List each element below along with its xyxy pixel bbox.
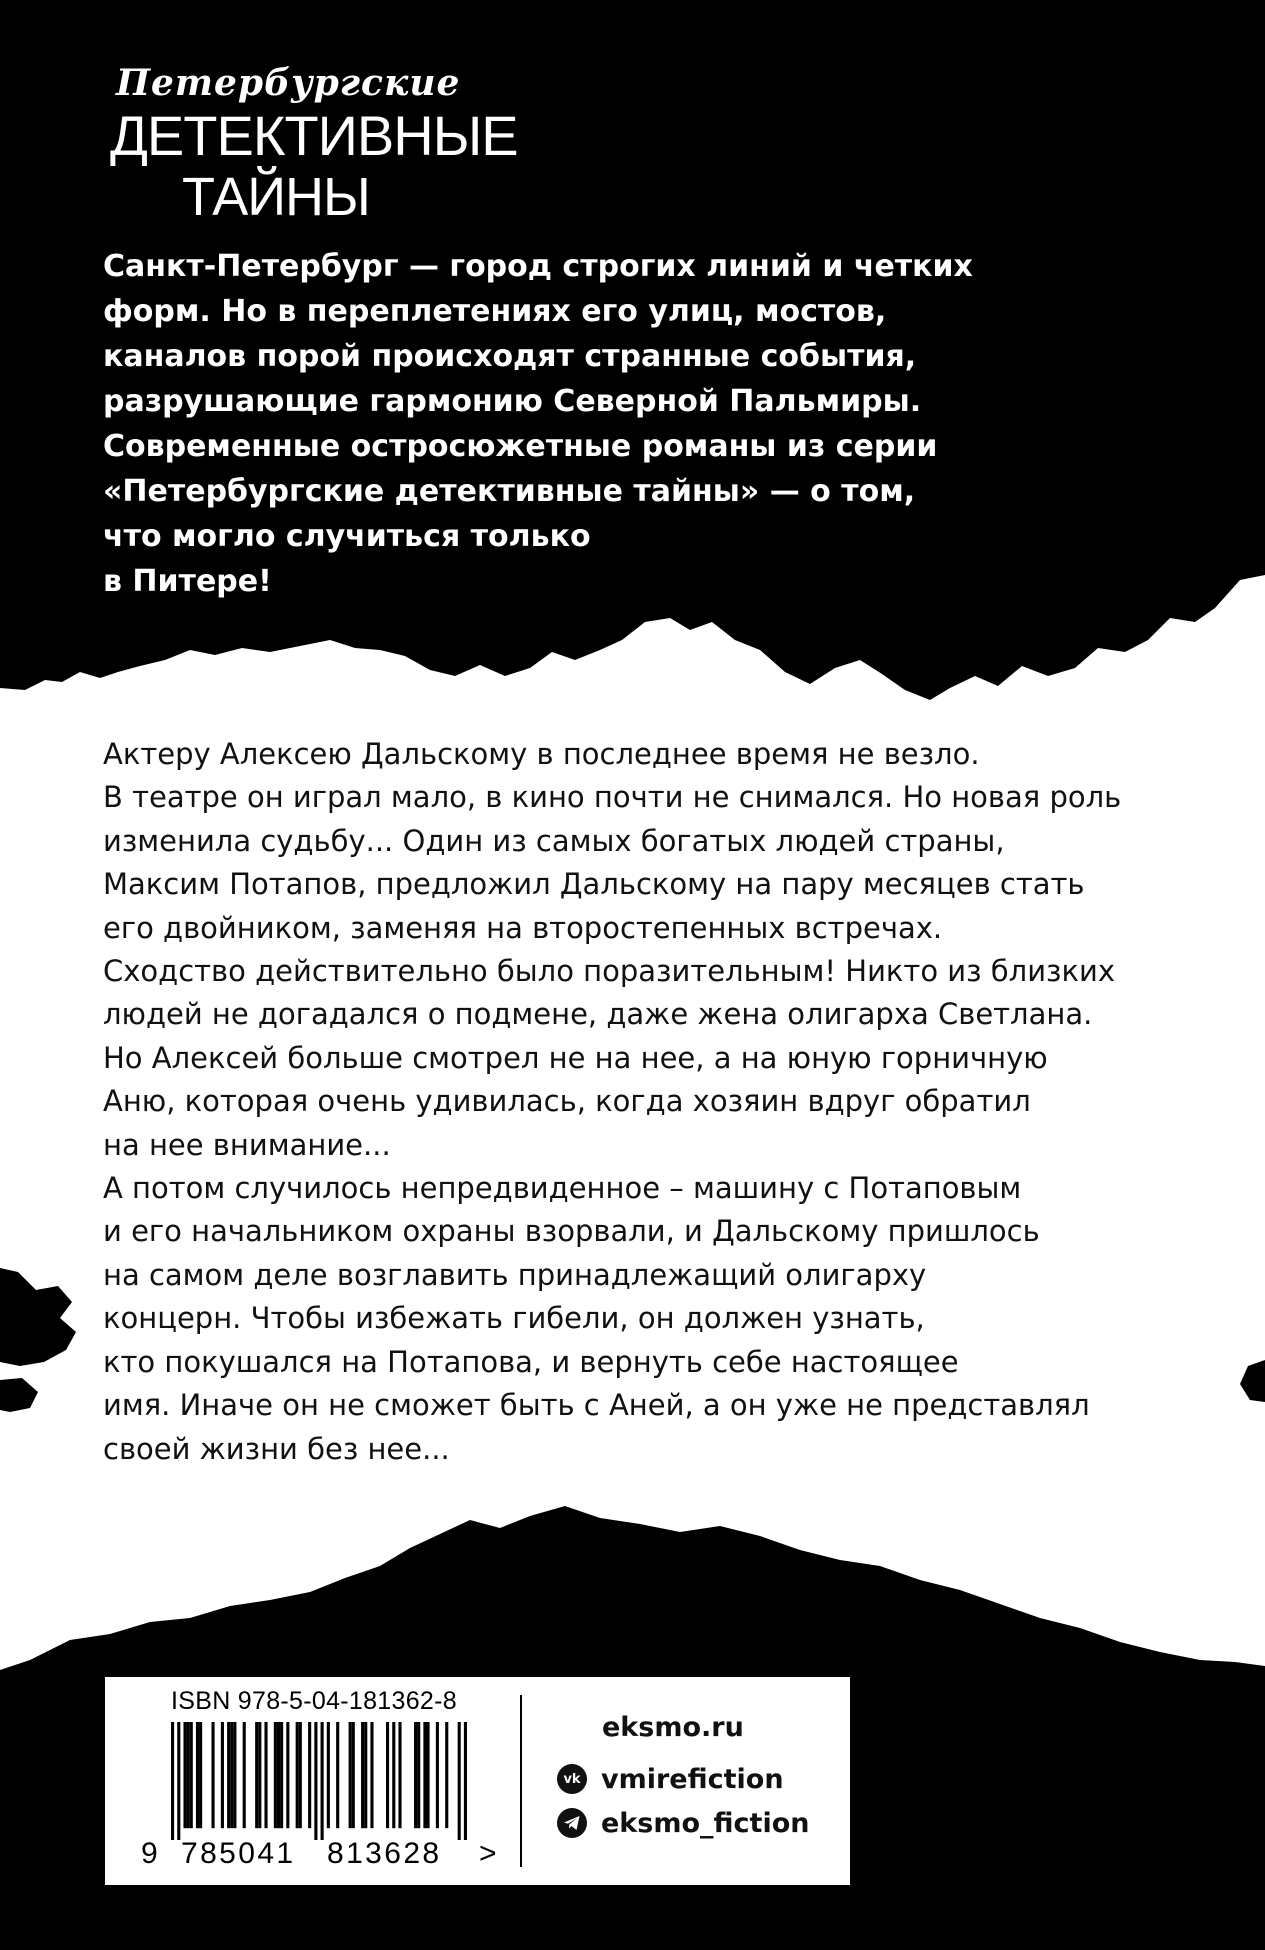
- barcode-bar: [286, 1722, 289, 1828]
- barcode-digits-left: 785041: [181, 1837, 296, 1870]
- barcode-bar: [243, 1722, 246, 1828]
- synopsis-line: Аню, которая очень удивилась, когда хозяин вдруг обратил: [103, 1084, 1031, 1119]
- barcode-bar: [445, 1722, 448, 1828]
- barcode-bar: [314, 1722, 317, 1840]
- barcode-bar: [349, 1722, 352, 1828]
- isbn-label: ISBN 978-5-04-181362-8: [171, 1687, 457, 1715]
- synopsis-line: на самом деле возглавить принадлежащий олигарху: [103, 1257, 927, 1292]
- barcode-bar: [417, 1722, 420, 1828]
- synopsis-line: А потом случилось непредвиденное – машину с Потаповым: [103, 1171, 1022, 1206]
- barcode-bar: [258, 1722, 261, 1828]
- barcode-bar: [361, 1722, 364, 1828]
- blurb-line: что могло случиться только: [103, 519, 591, 554]
- barcode-bar: [196, 1722, 199, 1828]
- barcode-bar: [398, 1722, 401, 1828]
- synopsis-line: изменила судьбу... Один из самых богатых людей страны,: [103, 823, 1005, 858]
- synopsis-line: имя. Иначе он не сможет быть с Аней, а он уже не представлял: [103, 1388, 1090, 1423]
- barcode-bar: [436, 1722, 439, 1828]
- barcode-bar: [171, 1722, 174, 1840]
- synopsis-line: Актеру Алексею Дальскому в последнее время не везло.: [103, 737, 980, 771]
- blurb-line: каналов порой происходят странные события,: [103, 339, 917, 374]
- blurb-line: Современные остросюжетные романы из серии: [103, 429, 938, 464]
- synopsis-line: людей не догадался о подмене, даже жена олигарха Светлана.: [103, 997, 1093, 1032]
- barcode-bar: [199, 1722, 202, 1828]
- panel-divider: [520, 1695, 522, 1867]
- synopsis-line: Максим Потапов, предложил Дальскому на пару месяцев стать: [103, 867, 1085, 902]
- book-synopsis: [103, 733, 1173, 1471]
- series-logo-script: Петербургские: [116, 62, 461, 104]
- barcode-panel: [105, 1677, 850, 1885]
- vk-handle[interactable]: vmirefiction: [601, 1763, 784, 1795]
- barcode-bar: [426, 1722, 429, 1828]
- barcode-bar: [352, 1722, 355, 1828]
- synopsis-line: Сходство действительно было поразительным! Никто из близких: [103, 954, 1115, 989]
- series-logo-word-2: ТАЙНЫ: [182, 167, 370, 227]
- barcode-bar: [177, 1722, 180, 1840]
- barcode-bar: [221, 1722, 224, 1828]
- series-logo: [110, 62, 518, 232]
- site-contact[interactable]: [602, 1709, 744, 1745]
- vk-contact[interactable]: [557, 1761, 784, 1797]
- barcode-bar: [233, 1722, 236, 1828]
- barcode-bar: [183, 1722, 186, 1828]
- telegram-handle[interactable]: eksmo_fiction: [601, 1807, 810, 1839]
- barcode-bar: [255, 1722, 258, 1828]
- barcode-bar: [299, 1722, 302, 1828]
- blurb-line: «Петербургские детективные тайны» — о том,: [103, 474, 916, 509]
- barcode-bar: [296, 1722, 299, 1828]
- synopsis-line: В театре он играл мало, в кино почти не снимался. Но новая роль: [103, 780, 1122, 815]
- blurb-line: Санкт-Петербург — город строгих линий и четких: [103, 249, 973, 284]
- barcode-bar: [464, 1722, 467, 1840]
- barcode-bar: [264, 1722, 267, 1828]
- barcode-bar: [230, 1722, 233, 1828]
- synopsis-line: на нее внимание...: [103, 1127, 391, 1162]
- synopsis-line: кто покушался на Потапова, и вернуть себе настоящее: [103, 1344, 959, 1379]
- barcode-bar: [187, 1722, 190, 1828]
- telegram-contact[interactable]: [557, 1805, 809, 1841]
- barcode-bar: [370, 1722, 373, 1828]
- barcode-bar: [227, 1722, 230, 1828]
- synopsis-line: Но Алексей больше смотрел не на нее, а на юную горничную: [103, 1040, 1048, 1075]
- synopsis-line: своей жизни без нее...: [103, 1431, 450, 1466]
- barcode-bar: [392, 1722, 395, 1828]
- barcode-bar: [414, 1722, 417, 1828]
- barcode-bar: [274, 1722, 277, 1828]
- series-logo-word-1: ДЕТЕКТИВНЫЕ: [110, 104, 518, 167]
- synopsis-line: и его начальником охраны взорвали, и Дальскому пришлось: [103, 1214, 1040, 1249]
- barcode-digits: [141, 1837, 499, 1877]
- barcode-bar: [364, 1722, 367, 1828]
- barcode-bar: [423, 1722, 426, 1828]
- series-blurb: [103, 244, 1063, 604]
- barcode-digit-first: 9: [141, 1837, 161, 1870]
- vk-icon: vk: [557, 1764, 587, 1794]
- barcode-bar: [280, 1722, 283, 1828]
- barcode-bar: [336, 1722, 339, 1828]
- barcode-digits-right: 813628: [327, 1837, 442, 1870]
- barcode-bar: [458, 1722, 461, 1840]
- barcode-bar: [277, 1722, 280, 1828]
- site-link[interactable]: eksmo.ru: [602, 1711, 744, 1743]
- barcode-digit-end: >: [479, 1837, 499, 1870]
- blurb-line: разрушающие гармонию Северной Пальмиры.: [103, 384, 922, 419]
- barcode-bar: [386, 1722, 389, 1828]
- barcode-bar: [327, 1722, 330, 1828]
- barcode-bar: [190, 1722, 193, 1828]
- synopsis-line: концерн. Чтобы избежать гибели, он должен узнать,: [103, 1301, 925, 1336]
- synopsis-line: его двойником, заменяя на второстепенных встречах.: [103, 910, 943, 945]
- telegram-icon: [557, 1808, 587, 1838]
- blurb-line: в Питере!: [103, 564, 272, 599]
- barcode-bar: [212, 1722, 215, 1828]
- blurb-line: форм. Но в переплетениях его улиц, мостов,: [103, 294, 887, 329]
- barcode: [171, 1722, 467, 1840]
- barcode-bar: [321, 1722, 324, 1840]
- barcode-bar: [308, 1722, 311, 1828]
